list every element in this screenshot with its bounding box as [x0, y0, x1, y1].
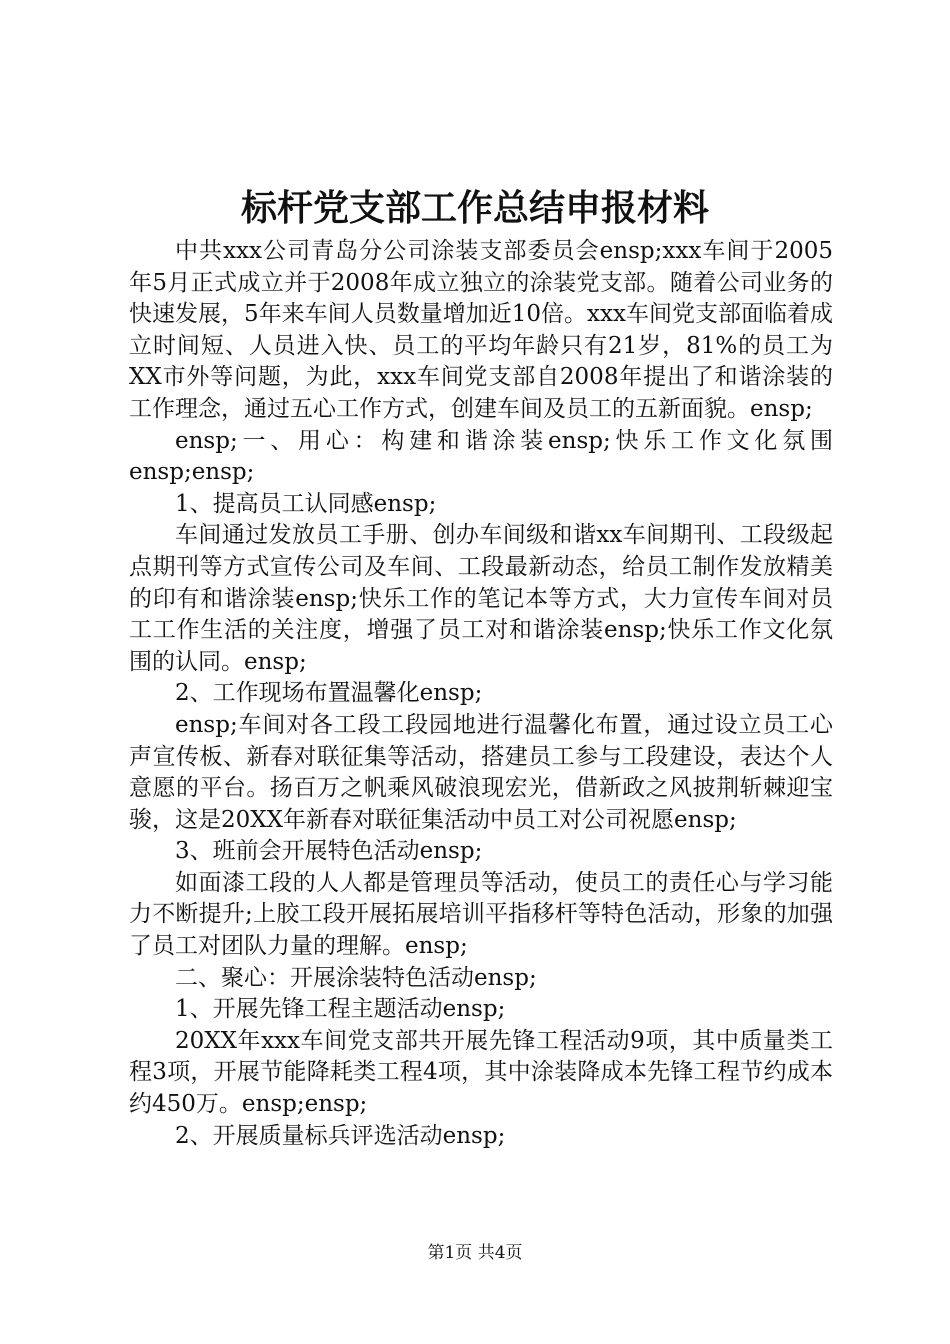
subheading-1-2: 2、工作现场布置温馨化ensp;: [175, 680, 483, 707]
page-number-footer: 第1页 共4页: [427, 1243, 523, 1263]
document-body: [129, 236, 833, 1152]
subheading-2-1: 1、开展先锋工程主题活动ensp;: [175, 996, 506, 1023]
paragraph-2-1: 20XX年xxx车间党支部共开展先锋工程活动9项，其中质量类工程3项，开展节能降耗类工程4项，其中涂装降成本先锋工程节约成本约450万。ensp;ensp;: [129, 1027, 833, 1118]
subheading-2-2: 2、开展质量标兵评选活动ensp;: [175, 1122, 506, 1149]
subheading-1-3: 3、班前会开展特色活动ensp;: [175, 838, 483, 865]
paragraph-1-3: 如面漆工段的人人都是管理员等活动，使员工的责任心与学习能力不断提升;上胶工段开展拓展培训平指移杆等特色活动，形象的加强了员工对团队力量的理解。ensp;: [129, 869, 833, 960]
paragraph-intro: 中共xxx公司青岛分公司涂装支部委员会ensp;xxx车间于2005年5月正式成立并于2008年成立独立的涂装党支部。随着公司业务的快速发展，5年来车间人员数量增加近10倍。xxx车间党支部面临着成立时间短、人员进入快、员工的平均年龄只有21岁，81%的员工为XX市外等问题，为此，xxx车间党支部自2008年提出了和谐涂装的工作理念，通过五心工作方式，创建车间及员工的五新面貌。ensp;: [129, 238, 833, 422]
paragraph-1-1: 车间通过发放员工手册、创办车间级和谐xx车间期刊、工段级起点期刊等方式宣传公司及车间、工段最新动态，给员工制作发放精美的印有和谐涂装ensp;快乐工作的笔记本等方式，大力宣传车间对员工工作生活的关注度，增强了员工对和谐涂装ensp;快乐工作文化氛围的认同。ensp;: [129, 522, 833, 675]
subheading-1-1: 1、提高员工认同感ensp;: [175, 490, 437, 517]
section-heading-2: 二、聚心：开展涂装特色活动ensp;: [175, 964, 537, 991]
document-title: 标杆党支部工作总结申报材料: [240, 187, 709, 229]
section-heading-1: ensp;一、用心：构建和谐涂装ensp;快乐工作文化氛围ensp;ensp;: [129, 427, 833, 486]
paragraph-1-2: ensp;车间对各工段工段园地进行温馨化布置，通过设立员工心声宣传板、新春对联征集等活动，搭建员工参与工段建设，表达个人意愿的平台。扬百万之帆乘风破浪现宏光，借新政之风披荆斩棘迎宝骏，这是20XX年新春对联征集活动中员工对公司祝愿ensp;: [129, 711, 833, 833]
